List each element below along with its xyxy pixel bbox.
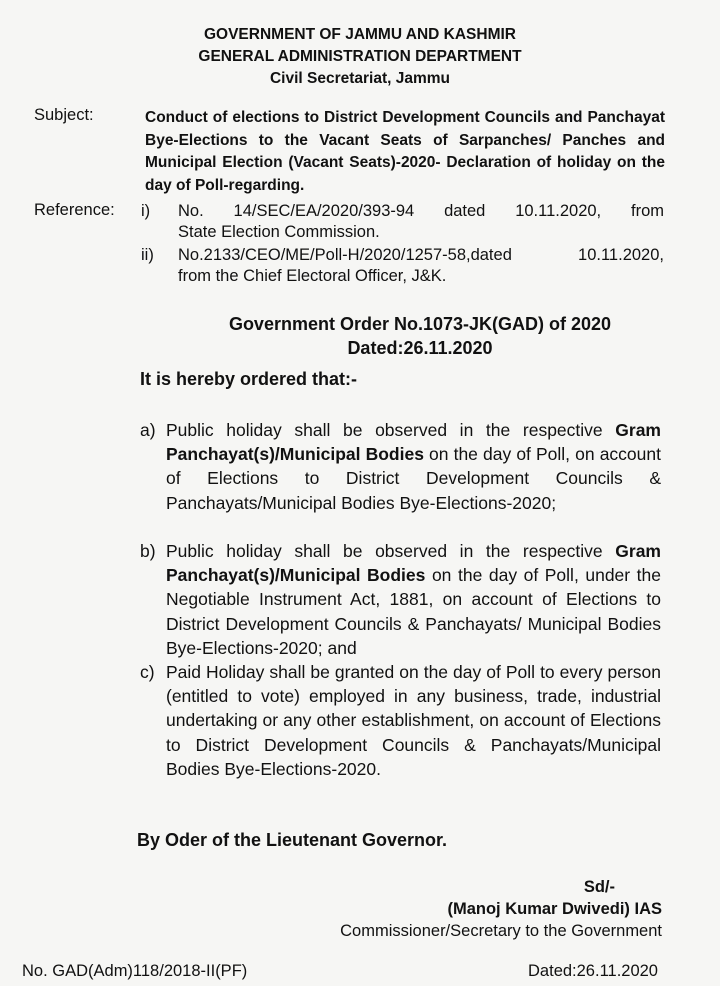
clause-letter: b)	[140, 541, 156, 561]
clause-letter: a)	[140, 420, 156, 440]
reference-label: Reference:	[34, 201, 115, 219]
clause-rest: on the day of Poll, under the Negotiable Instrument Act, 1881, on account of Elections to District Development Councils & Panchayats/ Municipal Bodies Bye-Elections-2020; and	[166, 565, 661, 658]
footer-date: Dated:26.11.2020	[528, 962, 658, 980]
reference-2-line1: No.2133/CEO/ME/Poll-H/2020/1257-58,dated 10.11.2020,	[178, 246, 664, 264]
clause-lead: Public holiday shall be observed in the respective	[166, 420, 603, 440]
header-location: Civil Secretariat, Jammu	[269, 70, 451, 87]
clause-lead: Paid Holiday shall be granted on the day of Poll to every person (entitled to vote) employed in any business, trade, industrial undertaking or any other establishment, on account of Elections to District Development Councils & Panchayats/Municipal Bodies Bye-Elections-2020.	[166, 662, 661, 779]
clause-body	[166, 539, 661, 660]
clause-letter: c)	[140, 662, 155, 682]
closing-line: By Oder of the Lieutenant Governor.	[137, 830, 448, 850]
subject-label: Subject:	[34, 106, 94, 124]
reference-1-line1: No. 14/SEC/EA/2020/393-94 dated 10.11.2020, from	[178, 202, 664, 220]
signature-sd: Sd/-	[583, 878, 615, 896]
signatory-name: (Manoj Kumar Dwivedi) IAS	[447, 900, 662, 918]
reference-1-number: i)	[141, 202, 151, 220]
order-intro: It is hereby ordered that:-	[140, 369, 358, 389]
order-title: Government Order No.1073-JK(GAD) of 2020	[228, 314, 612, 334]
order-date: Dated:26.11.2020	[347, 338, 493, 358]
clause-rest: on the day of Poll, on account of Elections to District Development Councils & Panchayats/Municipal Bodies Bye-Elections-2020;	[166, 444, 661, 513]
clause-body	[166, 660, 661, 781]
reference-1-line2: State Election Commission.	[178, 223, 380, 241]
clause-body	[166, 418, 661, 515]
clause-lead: Public holiday shall be observed in the respective	[166, 541, 603, 561]
signatory-designation: Commissioner/Secretary to the Government	[340, 922, 662, 940]
clause-bold: Gram Panchayat(s)/Municipal Bodies	[166, 541, 661, 586]
reference-2-number: ii)	[141, 246, 154, 264]
header-department: GENERAL ADMINISTRATION DEPARTMENT	[198, 48, 522, 65]
subject-text: Conduct of elections to District Development Councils and Panchayat Bye-Elections to the Vacant Seats of Sarpanches/ Panches and Municipal Election (Vacant Seats)-2020- Declaration of holiday on the day of Poll-regarding.	[145, 109, 665, 194]
clause-bold: Gram Panchayat(s)/Municipal Bodies	[166, 420, 661, 465]
reference-2-line2: from the Chief Electoral Officer, J&K.	[178, 267, 447, 285]
header-government: GOVERNMENT OF JAMMU AND KASHMIR	[203, 26, 516, 43]
footer-number: No. GAD(Adm)118/2018-II(PF)	[22, 962, 248, 980]
